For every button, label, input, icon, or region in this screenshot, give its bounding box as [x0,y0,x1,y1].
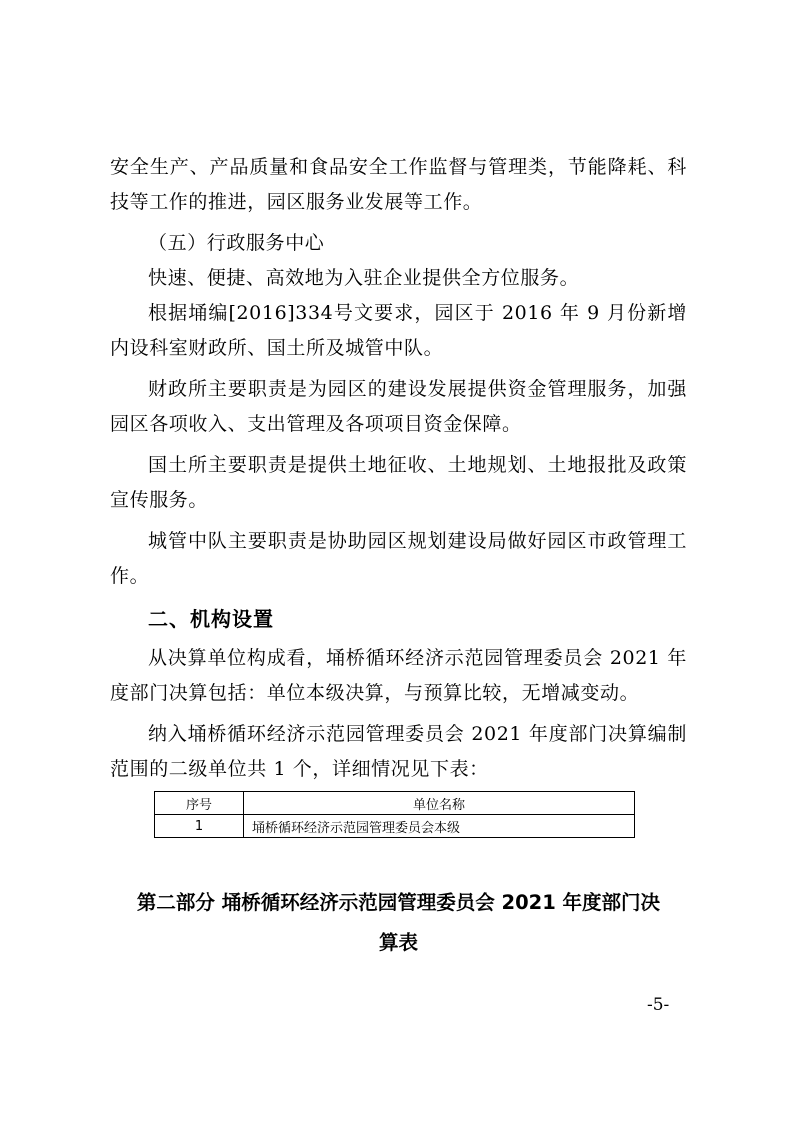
paragraph-new-offices: 根据埇编[2016]334号文要求，园区于 2016 年 9 月份新增内设科室财政所、国土所及城管中队。 [110,302,687,359]
cell-index: 1 [155,815,244,838]
section-heading-organization: 二、机构设置 [148,607,274,631]
paragraph-duties-continued: 安全生产、产品质量和食品安全工作监督与管理类，节能降耗、科技等工作的推进，园区服务业发展等工作。 [110,156,687,213]
paragraph-service-center: 快速、便捷、高效地为入驻企业提供全方位服务。 [148,267,580,289]
table-header-row [155,792,635,815]
page-number: -5- [647,995,670,1015]
part-two-title [110,883,687,963]
subheading-admin-service-center: （五）行政服务中心 [148,232,325,254]
paragraph-finance-office: 财政所主要职责是为园区的建设发展提供资金管理服务，加强园区各项收入、支出管理及各项项目资金保障。 [110,378,687,435]
subunit-table [154,791,635,838]
part-title-line1: 第二部分 埇桥循环经济示范园管理委员会 2021 年度部门决 [136,891,661,914]
table-row [155,815,635,838]
paragraph-budget-composition: 从决算单位构成看，埇桥循环经济示范园管理委员会 2021 年度部门决算包括：单位本级决算，与预算比较，无增减变动。 [110,647,687,704]
paragraph-land-office: 国土所主要职责是提供土地征收、土地规划、土地报批及政策宣传服务。 [110,454,687,511]
paragraph-subunits: 纳入埇桥循环经济示范园管理委员会 2021 年度部门决算编制范围的二级单位共 1 个，详细情况见下表： [110,723,687,780]
part-title-line2: 算表 [378,931,418,954]
cell-unit-name: 埇桥循环经济示范园管理委员会本级 [244,815,635,838]
column-header-index: 序号 [155,792,244,815]
column-header-unit-name: 单位名称 [244,792,635,815]
paragraph-urban-management: 城管中队主要职责是协助园区规划建设局做好园区市政管理工作。 [110,530,687,587]
